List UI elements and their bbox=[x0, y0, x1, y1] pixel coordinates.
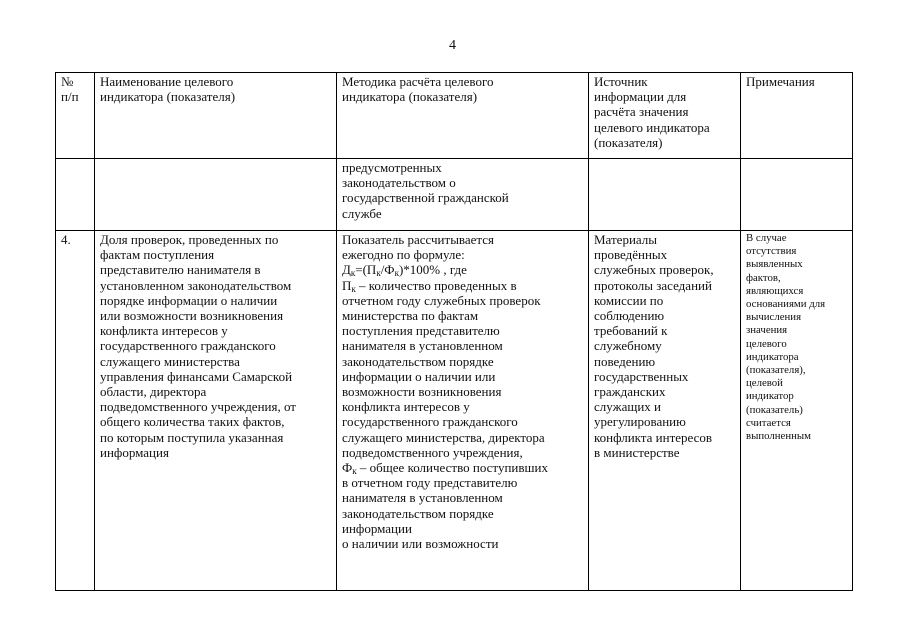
formula: $Д_к=(П_к/Ф_к)*100\%$ , где bbox=[342, 262, 467, 279]
cell-empty bbox=[95, 159, 337, 231]
table-row bbox=[56, 231, 853, 591]
cell-empty bbox=[56, 159, 95, 231]
indicator-table bbox=[55, 72, 853, 591]
cell-indicator-name: Доля проверок, проведенных по фактам поступления представителю нанимателя в установленном законодательством порядке информации о наличии или возможности возникновения конфликта интересов у государственного гражданского служащего министерства управления финансами Самарской области, директора подведомственного учреждения, от общего количества таких фактов, по которым поступила указанная информация bbox=[95, 231, 337, 591]
header-source: Источник информации для расчёта значения целевого индикатора (показателя) bbox=[589, 73, 741, 159]
cell-empty bbox=[589, 159, 741, 231]
table-row-continuation bbox=[56, 159, 853, 231]
header-notes: Примечания bbox=[741, 73, 853, 159]
cell-notes: В случае отсутствия выявленных фактов, являющихся основаниями для вычисления значения целевого индикатора (показателя), целевой индикатор (показатель) считается выполненным bbox=[741, 231, 853, 591]
header-method: Методика расчёта целевого индикатора (показателя) bbox=[337, 73, 589, 159]
cell-empty bbox=[741, 159, 853, 231]
cell-method-continuation: предусмотренных законодательством о государственной гражданской службе bbox=[337, 159, 589, 231]
header-row bbox=[56, 73, 853, 159]
cell-source: Материалы проведённых служебных проверок, протоколы заседаний комиссии по соблюдению требований к служебному поведению государственных гражданских служащих и урегулированию конфликта интересов в министерстве bbox=[589, 231, 741, 591]
header-name: Наименование целевого индикатора (показателя) bbox=[95, 73, 337, 159]
header-num: № п/п bbox=[56, 73, 95, 159]
f-definition: $Ф_к$ – общее количество поступивших bbox=[342, 460, 548, 477]
cell-num: 4. bbox=[56, 231, 95, 591]
cell-method: Показатель рассчитывается ежегодно по формуле: $Д_к=(П_к/Ф_к)*100\%$ , где $П_к$ – количество проведенных в отчетном году служебных проверок министерства по фактам поступления представителю нанимателя в установленном законодательством порядке информации о наличии или возможности возникновения конфликта интересов у государственного гражданского служащего министерства, директора подведомственного учреждения, $Ф_к$ – общее количество поступивших в отчетном году представителю нанимателя в установленном законодательством порядке информации о наличии или возможности bbox=[337, 231, 589, 591]
page-number: 4 bbox=[449, 38, 456, 53]
p-definition: $П_к$ – количество проведенных в bbox=[342, 277, 517, 294]
